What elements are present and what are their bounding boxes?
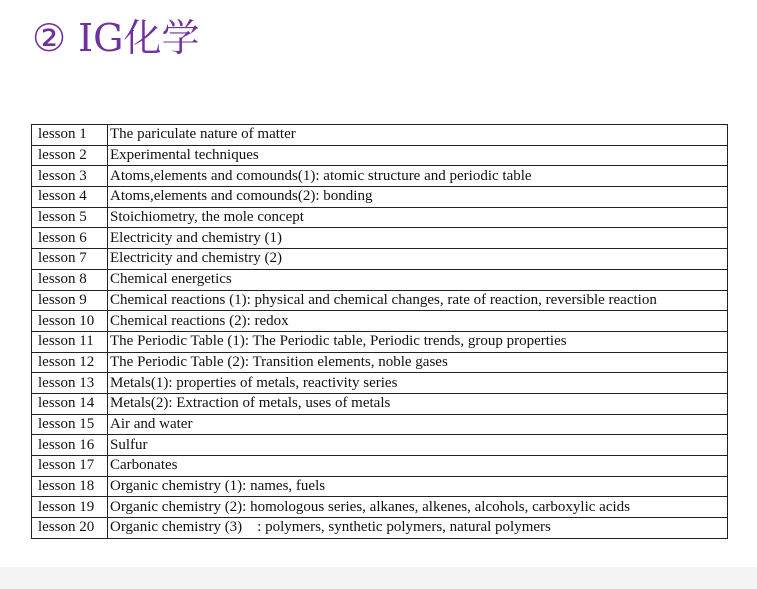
lesson-number: lesson 1 [32, 125, 108, 146]
lesson-topic: The pariculate nature of matter [108, 125, 728, 146]
lesson-topic: Organic chemistry (1): names, fuels [108, 476, 728, 497]
lesson-number: lesson 14 [32, 393, 108, 414]
table-row [32, 497, 728, 518]
lesson-number: lesson 17 [32, 456, 108, 477]
lesson-topic: Organic chemistry (3) : polymers, synthetic polymers, natural polymers [108, 518, 728, 539]
lesson-number: lesson 18 [32, 476, 108, 497]
table-row [32, 187, 728, 208]
table-row [32, 414, 728, 435]
lesson-topic: Electricity and chemistry (1) [108, 228, 728, 249]
table-row [32, 228, 728, 249]
table-row [32, 373, 728, 394]
lesson-number: lesson 12 [32, 352, 108, 373]
table-row [32, 207, 728, 228]
lesson-topic: Metals(1): properties of metals, reactivity series [108, 373, 728, 394]
table-row [32, 331, 728, 352]
table-row [32, 518, 728, 539]
lesson-number: lesson 8 [32, 269, 108, 290]
lesson-topic: The Periodic Table (2): Transition elements, noble gases [108, 352, 728, 373]
table-row [32, 311, 728, 332]
lesson-number: lesson 6 [32, 228, 108, 249]
table-row [32, 166, 728, 187]
page-title: ② IG化学 [32, 16, 200, 60]
lesson-number: lesson 15 [32, 414, 108, 435]
lesson-number: lesson 13 [32, 373, 108, 394]
lesson-number: lesson 2 [32, 145, 108, 166]
lesson-topic: Stoichiometry, the mole concept [108, 207, 728, 228]
lesson-number: lesson 11 [32, 331, 108, 352]
lesson-table [31, 124, 728, 539]
table-row [32, 435, 728, 456]
lesson-topic: Electricity and chemistry (2) [108, 249, 728, 270]
lesson-table-body [32, 125, 728, 539]
table-row [32, 352, 728, 373]
lesson-topic: Sulfur [108, 435, 728, 456]
lesson-topic: Chemical reactions (1): physical and chemical changes, rate of reaction, reversible reaction [108, 290, 728, 311]
lesson-topic: Metals(2): Extraction of metals, uses of metals [108, 393, 728, 414]
lesson-topic: Atoms,elements and comounds(1): atomic structure and periodic table [108, 166, 728, 187]
lesson-topic: Chemical reactions (2): redox [108, 311, 728, 332]
lesson-number: lesson 7 [32, 249, 108, 270]
lesson-number: lesson 5 [32, 207, 108, 228]
lesson-number: lesson 9 [32, 290, 108, 311]
table-row [32, 145, 728, 166]
lesson-number: lesson 20 [32, 518, 108, 539]
lesson-topic: The Periodic Table (1): The Periodic table, Periodic trends, group properties [108, 331, 728, 352]
lesson-number: lesson 16 [32, 435, 108, 456]
lesson-topic: Air and water [108, 414, 728, 435]
table-row [32, 290, 728, 311]
table-row [32, 125, 728, 146]
lesson-number: lesson 4 [32, 187, 108, 208]
lesson-topic: Chemical energetics [108, 269, 728, 290]
lesson-number: lesson 19 [32, 497, 108, 518]
table-row [32, 249, 728, 270]
table-row [32, 269, 728, 290]
lesson-number: lesson 10 [32, 311, 108, 332]
lesson-topic: Atoms,elements and comounds(2): bonding [108, 187, 728, 208]
lesson-topic: Organic chemistry (2): homologous series, alkanes, alkenes, alcohols, carboxylic acids [108, 497, 728, 518]
table-row [32, 393, 728, 414]
lesson-number: lesson 3 [32, 166, 108, 187]
lesson-topic: Carbonates [108, 456, 728, 477]
table-row [32, 476, 728, 497]
lesson-topic: Experimental techniques [108, 145, 728, 166]
table-row [32, 456, 728, 477]
bottom-band [0, 567, 757, 589]
